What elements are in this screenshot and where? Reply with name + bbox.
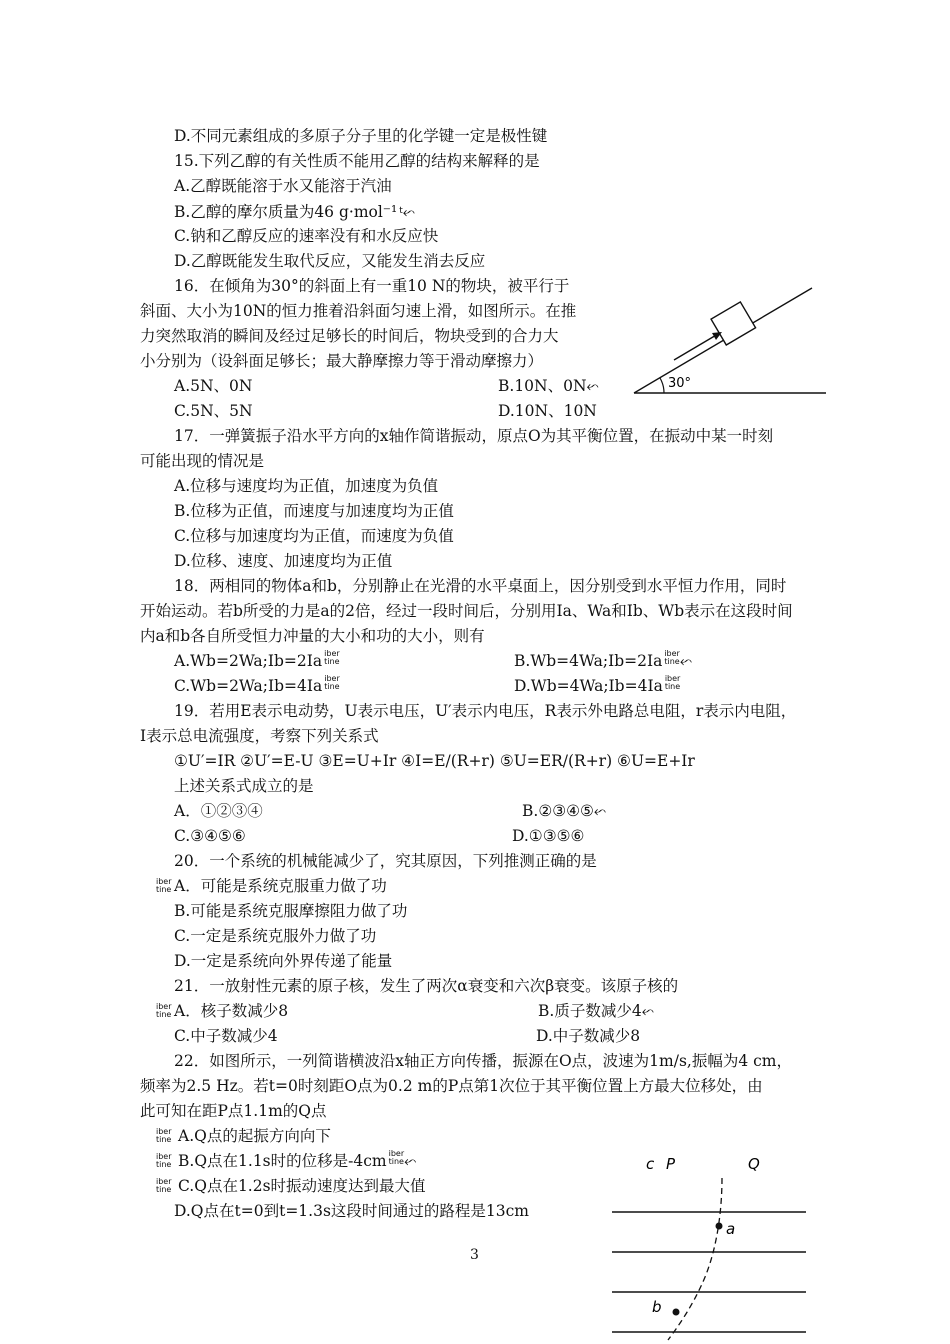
question-21: 21．一放射性元素的原子核，发生了两次α衰变和六次β衰变。该原子核的 [174,977,679,995]
label-o: c [646,1155,655,1173]
option-18-a: A.Wb=2Wa;Ib=2Ia iber tine [174,649,340,670]
option-15-a: A.乙醇既能溶于水又能溶于汽油 [174,177,392,195]
text-line: 上述关系式成立的是 [174,777,314,795]
label-a: a [726,1220,736,1238]
option-19-c: C.③④⑤⑥ [174,827,246,845]
option-18-b: B.Wb=4Wa;Ib=2Ia iber tine⬿ [514,649,693,670]
label-p: P [666,1155,676,1173]
text-line: 内a和b各自所受恒力冲量的大小和功的大小，则有 [140,627,485,645]
scan-mark: iber tine [324,649,340,666]
question-16: 16．在倾角为30°的斜面上有一重10 N的物块，被平行于 [174,277,570,295]
scan-mark-icon: ⬿ [593,802,607,820]
label-q: Q [748,1155,760,1173]
scan-mark: iber tine [156,1127,172,1144]
scan-mark: iber tine [664,649,680,666]
question-17: 17．一弹簧振子沿水平方向的x轴作简谐振动，原点O为其平衡位置，在振动中某一时刻 [174,427,774,445]
scan-mark: iber tine [156,1002,172,1019]
text-line: 小分别为（设斜面足够长；最大静摩擦力等于滑动摩擦力） [140,352,544,370]
option-20-a: A．可能是系统克服重力做了功 [174,877,387,895]
angle-label: 30° [668,376,692,391]
wave-figure [610,1144,820,1344]
scan-mark: iber tine [324,674,340,691]
question-20: 20．一个系统的机械能减少了，究其原因，下列推测正确的是 [174,852,597,870]
text-line: 斜面、大小为10N的恒力推着沿斜面匀速上滑，如图所示。在推 [140,302,577,320]
text-line: D.不同元素组成的多原子分子里的化学键一定是极性键 [174,127,548,145]
incline-figure [630,280,830,400]
option-19-b: B.②③④⑤⬿ [522,802,607,820]
scan-mark-icon: ⬿ [586,377,599,395]
scan-mark: iber tine [388,1149,405,1166]
scan-mark-icon: ⬿ [679,652,693,670]
scan-mark: iber tine [156,1177,172,1194]
option-21-c: C.中子数减少4 [174,1027,278,1045]
text-line: I表示总电流强度，考察下列关系式 [140,727,379,745]
text-line: 力突然取消的瞬间及经过足够长的时间后，物块受到的合力大 [140,327,559,345]
scan-mark-icon: ⬿ [404,1152,417,1170]
option-17-a: A.位移与速度均为正值，加速度为负值 [174,477,439,495]
scan-mark-icon: ⬿ [402,203,416,221]
option-18-c: C.Wb=2Wa;Ib=4Ia iber tine [174,674,340,695]
scan-mark-icon: ⬿ [641,1002,655,1020]
option-20-d: D.一定是系统向外界传递了能量 [174,952,393,970]
text-line: 频率为2.5 Hz。若t=0时刻距O点为0.2 m的P点第1次位于其平衡位置上方最大位移处，由 [140,1077,763,1095]
question-22: 22．如图所示，一列简谐横波沿x轴正方向传播，振源在O点，波速为1m/s,振幅为4 cm， [174,1052,793,1070]
option-15-d: D.乙醇既能发生取代反应，又能发生消去反应 [174,252,486,270]
formula-line: ①U′=IR ②U′=E-U ③E=U+Ir ④I=E/(R+r) ⑤U=ER/(R+r) ⑥U=E+Ir [174,752,695,770]
option-22-d: D.Q点在t=0到t=1.3s这段时间通过的路程是13cm [174,1202,530,1220]
scan-mark: iber tine [156,877,172,894]
question-19: 19．若用E表示电动势，U表示电压，U′表示内电压，R表示外电路总电阻，r表示内电阻， [174,702,797,720]
option-17-c: C.位移与加速度均为正值，而速度为负值 [174,527,454,545]
option-15-c: C.钠和乙醇反应的速率没有和水反应快 [174,227,439,245]
question-18: 18．两相同的物体a和b，分别静止在光滑的水平桌面上，因分别受到水平恒力作用，同时 [174,577,787,595]
scan-mark: iber tine [664,674,681,691]
question-15: 15.下列乙醇的有关性质不能用乙醇的结构来解释的是 [174,152,540,170]
text-line: 可能出现的情况是 [140,452,265,470]
option-17-b: B.位移为正值，而速度与加速度均为正值 [174,502,454,520]
option-21-d: D.中子数减少8 [536,1027,641,1045]
scan-mark: iber tine [156,1152,172,1169]
option-18-d: D.Wb=4Wa;Ib=4Ia iber tine [514,674,681,695]
page-number: 3 [470,1247,479,1263]
option-20-b: B.可能是系统克服摩擦阻力做了功 [174,902,408,920]
option-17-d: D.位移、速度、加速度均为正值 [174,552,393,570]
option-19-d: D.①③⑤⑥ [512,827,585,845]
option-16-a: A.5N、0N [174,377,253,395]
option-21-a: A．核子数减少8 [174,1002,289,1020]
option-21-b: B.质子数减少4⬿ [538,1002,655,1020]
option-19-a: A．①②③④ [174,802,263,820]
option-22-c: C.Q点在1.2s时振动速度达到最大值 [178,1177,426,1195]
text-line: 此可知在距P点1.1m的Q点 [140,1102,327,1120]
option-16-b: B.10N、0N⬿ [498,377,599,395]
option-20-c: C.一定是系统克服外力做了功 [174,927,377,945]
option-22-b: B.Q点在1.1s时的位移是-4cm iber tine⬿ [178,1149,417,1170]
text-line: 开始运动。若b所受的力是a的2倍，经过一段时间后，分别用Ia、Wa和Ib、Wb表示在这段时间 [140,602,793,620]
option-22-a: A.Q点的起振方向向下 [178,1127,331,1145]
scan-mark: t [399,206,403,216]
option-16-d: D.10N、10N [498,402,597,420]
option-15-b: B.乙醇的摩尔质量为46 g·mol⁻¹ $^t$⬿ [174,203,416,221]
label-b: b [652,1298,662,1316]
option-16-c: C.5N、5N [174,402,253,420]
